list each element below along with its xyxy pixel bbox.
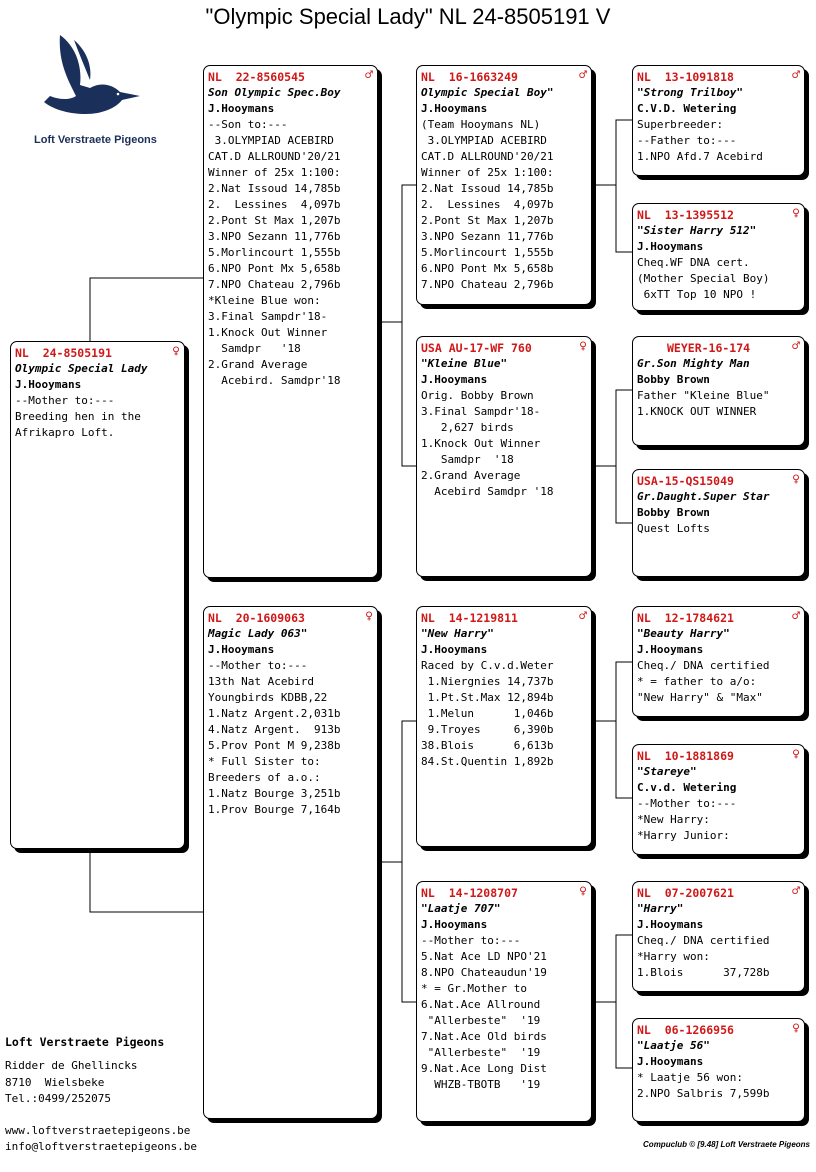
- ring-number: USA-15-QS15049: [637, 474, 734, 488]
- info-line: 84.St.Quentin 1,892b: [421, 755, 554, 768]
- info-line: --Mother to:---: [421, 934, 521, 947]
- info-line: (Mother Special Boy): [637, 272, 770, 285]
- info-line: 1.Niergnies 14,737b: [421, 675, 554, 688]
- card-dam: [203, 606, 378, 1119]
- info-line: 1.Prov Bourge 7,164b: [208, 803, 341, 816]
- pigeon-name: Gr.Son Mighty Man: [637, 357, 750, 370]
- info-line: 1.Blois 37,728b: [637, 966, 770, 979]
- male-icon: ♂: [579, 609, 587, 624]
- ring-number: NL 10-1881869: [637, 749, 734, 763]
- info-line: 6.Nat.Ace Allround: [421, 998, 541, 1011]
- info-line: Acebird Samdpr '18: [421, 485, 554, 498]
- info-line: 1.Knock Out Winner: [208, 326, 328, 339]
- ring-number: NL 20-1609063: [208, 611, 305, 625]
- info-line: Cheq./ DNA certified: [637, 659, 770, 672]
- pigeon-name: "Laatje 56": [637, 1039, 710, 1052]
- owner: J.Hooymans: [637, 643, 704, 656]
- info-line: Acebird. Samdpr'18: [208, 374, 341, 387]
- info-line: * = father to a/o:: [637, 675, 757, 688]
- info-line: Winner of 25x 1:100:: [421, 166, 554, 179]
- footer-address-line: 8710 Wielsbeke: [5, 1076, 105, 1089]
- card-sss: [632, 65, 805, 176]
- pigeon-name: Son Olympic Spec.Boy: [208, 86, 341, 99]
- pigeon-name: Magic Lady 063": [208, 627, 308, 640]
- male-icon: ♂: [792, 609, 800, 624]
- info-line: 8.NPO Chateaudun'19: [421, 966, 547, 979]
- female-icon: ♀: [172, 344, 180, 359]
- owner: J.Hooymans: [421, 918, 488, 931]
- info-line: --Mother to:---: [208, 659, 308, 672]
- ring-number: WEYER-16-174: [667, 341, 751, 355]
- info-line: 1.Natz Argent.2,031b: [208, 707, 341, 720]
- info-line: WHZB-TBOTB '19: [421, 1078, 541, 1091]
- footer-phone: Tel.:0499/252075: [5, 1092, 111, 1105]
- ring-number: NL 13-1395512: [637, 208, 734, 222]
- info-line: 2,627 birds: [421, 421, 514, 434]
- info-line: 7.NPO Chateau 2,796b: [208, 278, 341, 291]
- pigeon-name: "Beauty Harry": [637, 627, 730, 640]
- info-line: 6.NPO Pont Mx 5,658b: [208, 262, 341, 275]
- info-line: *New Harry:: [637, 813, 710, 826]
- ring-number: NL 24-8505191: [15, 346, 112, 360]
- info-line: Father "Kleine Blue": [637, 389, 770, 402]
- owner: C.v.d. Wetering: [637, 781, 737, 794]
- card-dss: [632, 606, 805, 717]
- info-line: *Harry Junior:: [637, 829, 730, 842]
- ring-number: NL 16-1663249: [421, 70, 518, 84]
- info-line: 3.NPO Sezann 11,776b: [208, 230, 341, 243]
- info-line: 5.Prov Pont M 9,238b: [208, 739, 341, 752]
- info-line: 2.Nat Issoud 14,785b: [208, 182, 341, 195]
- card-ssd: [632, 203, 805, 311]
- info-line: CAT.D ALLROUND'20/21: [421, 150, 554, 163]
- info-line: "Allerbeste" '19: [421, 1014, 541, 1027]
- pigeon-name: "New Harry": [421, 627, 494, 640]
- info-line: 2.Pont St Max 1,207b: [208, 214, 341, 227]
- footer-address-line: Ridder de Ghellincks: [5, 1059, 138, 1072]
- info-line: * Laatje 56 won:: [637, 1071, 743, 1084]
- info-line: 3.Final Sampdr'18-: [421, 405, 541, 418]
- female-icon: ♀: [579, 884, 587, 899]
- footer-website-link[interactable]: www.loftverstraetepigeons.be: [5, 1124, 191, 1137]
- female-icon: ♀: [579, 339, 587, 354]
- info-line: *Harry won:: [637, 950, 710, 963]
- info-line: 3.OLYMPIAD ACEBIRD: [421, 134, 547, 147]
- logo-text: Loft Verstraete Pigeons: [34, 134, 157, 146]
- info-line: (Team Hooymans NL): [421, 118, 541, 131]
- card-dds: [632, 881, 805, 992]
- info-line: 2.Grand Average: [421, 469, 521, 482]
- info-line: "New Harry" & "Max": [637, 691, 763, 704]
- pigeon-name: "Stareye": [637, 765, 697, 778]
- info-line: 1.Pt.St.Max 12,894b: [421, 691, 554, 704]
- info-line: Breeding hen in the: [15, 410, 141, 423]
- card-dam-dam: [416, 881, 592, 1122]
- pigeon-name: "Strong Trilboy": [637, 86, 743, 99]
- info-line: 2.Nat Issoud 14,785b: [421, 182, 554, 195]
- info-line: 7.Nat.Ace Old birds: [421, 1030, 547, 1043]
- info-line: 3.Final Sampdr'18-: [208, 310, 328, 323]
- pigeon-name: "Harry": [637, 902, 684, 915]
- ring-number: USA AU-17-WF 760: [421, 341, 532, 355]
- owner: J.Hooymans: [637, 1055, 704, 1068]
- ring-number: NL 14-1208707: [421, 886, 518, 900]
- info-line: * = Gr.Mother to: [421, 982, 527, 995]
- info-line: Raced by C.v.d.Weter: [421, 659, 554, 672]
- card-ddd: [632, 1018, 805, 1122]
- info-line: --Father to:---: [637, 134, 737, 147]
- info-line: Winner of 25x 1:100:: [208, 166, 341, 179]
- card-sire: [203, 65, 378, 578]
- page-title: "Olympic Special Lady" NL 24-8505191 V: [205, 4, 611, 29]
- card-sire-dam: [416, 336, 592, 577]
- footer-email-link[interactable]: info@loftverstraetepigeons.be: [5, 1140, 198, 1153]
- info-line: --Mother to:---: [637, 797, 737, 810]
- male-icon: ♂: [792, 884, 800, 899]
- owner: J.Hooymans: [637, 918, 704, 931]
- info-line: 2. Lessines 4,097b: [208, 198, 341, 211]
- info-line: 9.Troyes 6,390b: [421, 723, 554, 736]
- card-sds: [632, 336, 805, 446]
- info-line: "Allerbeste" '19: [421, 1046, 541, 1059]
- male-icon: ♂: [792, 68, 800, 83]
- info-line: 3.NPO Sezann 11,776b: [421, 230, 554, 243]
- info-line: 6.NPO Pont Mx 5,658b: [421, 262, 554, 275]
- info-line: 1.Natz Bourge 3,251b: [208, 787, 341, 800]
- footer-loft-name: Loft Verstraete Pigeons: [5, 1035, 165, 1049]
- owner: J.Hooymans: [637, 240, 704, 253]
- info-line: 2.NPO Salbris 7,599b: [637, 1087, 770, 1100]
- info-line: 2. Lessines 4,097b: [421, 198, 554, 211]
- info-line: Samdpr '18: [421, 453, 514, 466]
- ring-number: NL 06-1266956: [637, 1023, 734, 1037]
- pigeon-name: "Kleine Blue": [421, 357, 508, 370]
- info-line: Samdpr '18: [208, 342, 301, 355]
- info-line: --Son to:---: [208, 118, 288, 131]
- info-line: Superbreeder:: [637, 118, 724, 131]
- info-line: 1.NPO Afd.7 Acebird: [637, 150, 763, 163]
- owner: J.Hooymans: [15, 378, 82, 391]
- ring-number: NL 22-8560545: [208, 70, 305, 84]
- female-icon: ♀: [792, 747, 800, 762]
- info-line: 7.NPO Chateau 2,796b: [421, 278, 554, 291]
- info-line: Quest Lofts: [637, 522, 710, 535]
- info-line: 3.OLYMPIAD ACEBIRD: [208, 134, 334, 147]
- card-subject: [10, 341, 185, 849]
- ring-number: NL 14-1219811: [421, 611, 518, 625]
- ring-number: NL 12-1784621: [637, 611, 734, 625]
- owner: J.Hooymans: [421, 373, 488, 386]
- owner: Bobby Brown: [637, 506, 710, 519]
- male-icon: ♂: [365, 68, 373, 83]
- info-line: 5.Nat Ace LD NPO'21: [421, 950, 547, 963]
- pigeon-name: Gr.Daught.Super Star: [637, 490, 770, 503]
- info-line: 5.Morlincourt 1,555b: [421, 246, 554, 259]
- info-line: Cheq.WF DNA cert.: [637, 256, 750, 269]
- male-icon: ♂: [579, 68, 587, 83]
- pigeon-name: "Sister Harry 512": [637, 224, 757, 237]
- info-line: 38.Blois 6,613b: [421, 739, 554, 752]
- owner: J.Hooymans: [421, 102, 488, 115]
- info-line: *Kleine Blue won:: [208, 294, 321, 307]
- pigeon-name: Olympic Special Boy": [421, 86, 554, 99]
- pigeon-name: "Laatje 707": [421, 902, 501, 915]
- software-credit: Compuclub © [9.48] Loft Verstraete Pigeons: [643, 1140, 810, 1149]
- female-icon: ♀: [792, 206, 800, 221]
- owner: J.Hooymans: [208, 643, 275, 656]
- female-icon: ♀: [792, 1021, 800, 1036]
- info-line: 9.Nat.Ace Long Dist: [421, 1062, 547, 1075]
- info-line: 1.Knock Out Winner: [421, 437, 541, 450]
- owner: C.V.D. Wetering: [637, 102, 737, 115]
- ring-number: NL 07-2007621: [637, 886, 734, 900]
- info-line: Afrikapro Loft.: [15, 426, 115, 439]
- info-line: * Full Sister to:: [208, 755, 321, 768]
- info-line: 6xTT Top 10 NPO !: [637, 288, 757, 301]
- pigeon-name: Olympic Special Lady: [15, 362, 148, 375]
- card-dsd: [632, 744, 805, 855]
- owner: J.Hooymans: [208, 102, 275, 115]
- info-line: 4.Natz Argent. 913b: [208, 723, 341, 736]
- card-dam-sire: [416, 606, 592, 847]
- info-line: --Mother to:---: [15, 394, 115, 407]
- info-line: 2.Grand Average: [208, 358, 308, 371]
- ring-number: NL 13-1091818: [637, 70, 734, 84]
- female-icon: ♀: [792, 472, 800, 487]
- info-line: Cheq./ DNA certified: [637, 934, 770, 947]
- male-icon: ♂: [792, 339, 800, 354]
- female-icon: ♀: [365, 609, 373, 624]
- info-line: 1.Melun 1,046b: [421, 707, 554, 720]
- owner: J.Hooymans: [421, 643, 488, 656]
- card-sire-sire: [416, 65, 592, 305]
- info-line: Youngbirds KDBB,22: [208, 691, 328, 704]
- owner: Bobby Brown: [637, 373, 710, 386]
- info-line: CAT.D ALLROUND'20/21: [208, 150, 341, 163]
- info-line: 5.Morlincourt 1,555b: [208, 246, 341, 259]
- card-sdd: [632, 469, 805, 577]
- info-line: 13th Nat Acebird: [208, 675, 314, 688]
- info-line: Orig. Bobby Brown: [421, 389, 534, 402]
- info-line: Breeders of a.o.:: [208, 771, 321, 784]
- info-line: 2.Pont St Max 1,207b: [421, 214, 554, 227]
- info-line: 1.KNOCK OUT WINNER: [637, 405, 757, 418]
